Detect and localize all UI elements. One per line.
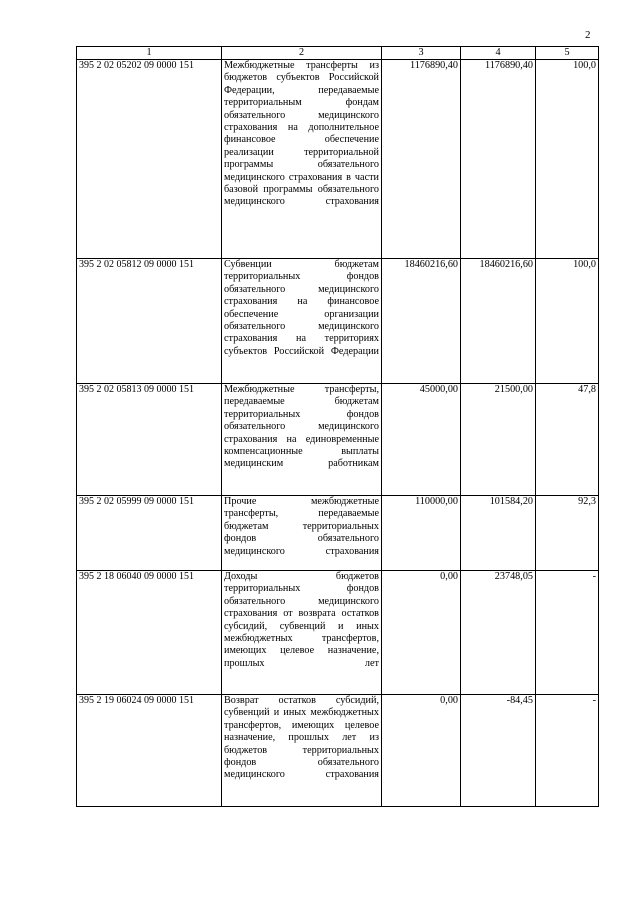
row-code: 395 2 02 05812 09 0000 151 xyxy=(77,259,222,384)
row-percent: - xyxy=(536,571,599,695)
row-plan-value: 45000,00 xyxy=(382,384,461,496)
row-fact-value: -84,45 xyxy=(461,695,536,807)
row-plan-value: 1176890,40 xyxy=(382,60,461,259)
row-plan-value: 110000,00 xyxy=(382,496,461,571)
table-row xyxy=(77,60,599,259)
table-row xyxy=(77,496,599,571)
column-header-4: 4 xyxy=(461,47,536,60)
row-plan-value: 18460216,60 xyxy=(382,259,461,384)
row-name: Возврат остатков субсидий, субвенций и иных межбюджетных трансфертов, имеющих целевое назначение, прошлых лет из бюджетов территориальных фондов обязательного медицинского страхования xyxy=(222,695,382,807)
column-header-3: 3 xyxy=(382,47,461,60)
row-code: 395 2 02 05202 09 0000 151 xyxy=(77,60,222,259)
column-header-1: 1 xyxy=(77,47,222,60)
row-plan-value: 0,00 xyxy=(382,695,461,807)
table-row xyxy=(77,259,599,384)
row-name: Доходы бюджетов территориальных фондов обязательного медицинского страхования от возврата остатков субсидий, субвенций и иных межбюджетных трансфертов, имеющих целевое назначение, прошлых лет xyxy=(222,571,382,695)
row-fact-value: 23748,05 xyxy=(461,571,536,695)
row-code: 395 2 02 05813 09 0000 151 xyxy=(77,384,222,496)
column-header-2: 2 xyxy=(222,47,382,60)
row-code: 395 2 18 06040 09 0000 151 xyxy=(77,571,222,695)
budget-table xyxy=(76,46,599,807)
column-header-5: 5 xyxy=(536,47,599,60)
row-percent: 47,8 xyxy=(536,384,599,496)
row-fact-value: 18460216,60 xyxy=(461,259,536,384)
row-code: 395 2 02 05999 09 0000 151 xyxy=(77,496,222,571)
row-name: Прочие межбюджетные трансферты, передаваемые бюджетам территориальных фондов обязательного медицинского страхования xyxy=(222,496,382,571)
row-code: 395 2 19 06024 09 0000 151 xyxy=(77,695,222,807)
header-row xyxy=(77,47,599,60)
row-percent: 92,3 xyxy=(536,496,599,571)
row-percent: 100,0 xyxy=(536,259,599,384)
row-percent: 100,0 xyxy=(536,60,599,259)
table-row xyxy=(77,571,599,695)
row-fact-value: 101584,20 xyxy=(461,496,536,571)
row-name: Межбюджетные трансферты, передаваемые бюджетам территориальных фондов обязательного медицинского страхования на единовременные компенсационные выплаты медицинским работникам xyxy=(222,384,382,496)
row-name: Субвенции бюджетам территориальных фондов обязательного медицинского страхования на финансовое обеспечение организации обязательного медицинского страхования на территориях субъектов Российской Федерации xyxy=(222,259,382,384)
table-row xyxy=(77,695,599,807)
row-fact-value: 1176890,40 xyxy=(461,60,536,259)
row-name: Межбюджетные трансферты из бюджетов субъектов Российской Федерации, передаваемые территориальным фондам обязательного медицинского страхования на дополнительное финансовое обеспечение реализации территориальной программы обязательного медицинского страхования в части базовой программы обязательного медицинского страхования xyxy=(222,60,382,259)
table-row xyxy=(77,384,599,496)
page-number: 2 xyxy=(585,29,591,41)
row-plan-value: 0,00 xyxy=(382,571,461,695)
row-fact-value: 21500,00 xyxy=(461,384,536,496)
row-percent: - xyxy=(536,695,599,807)
